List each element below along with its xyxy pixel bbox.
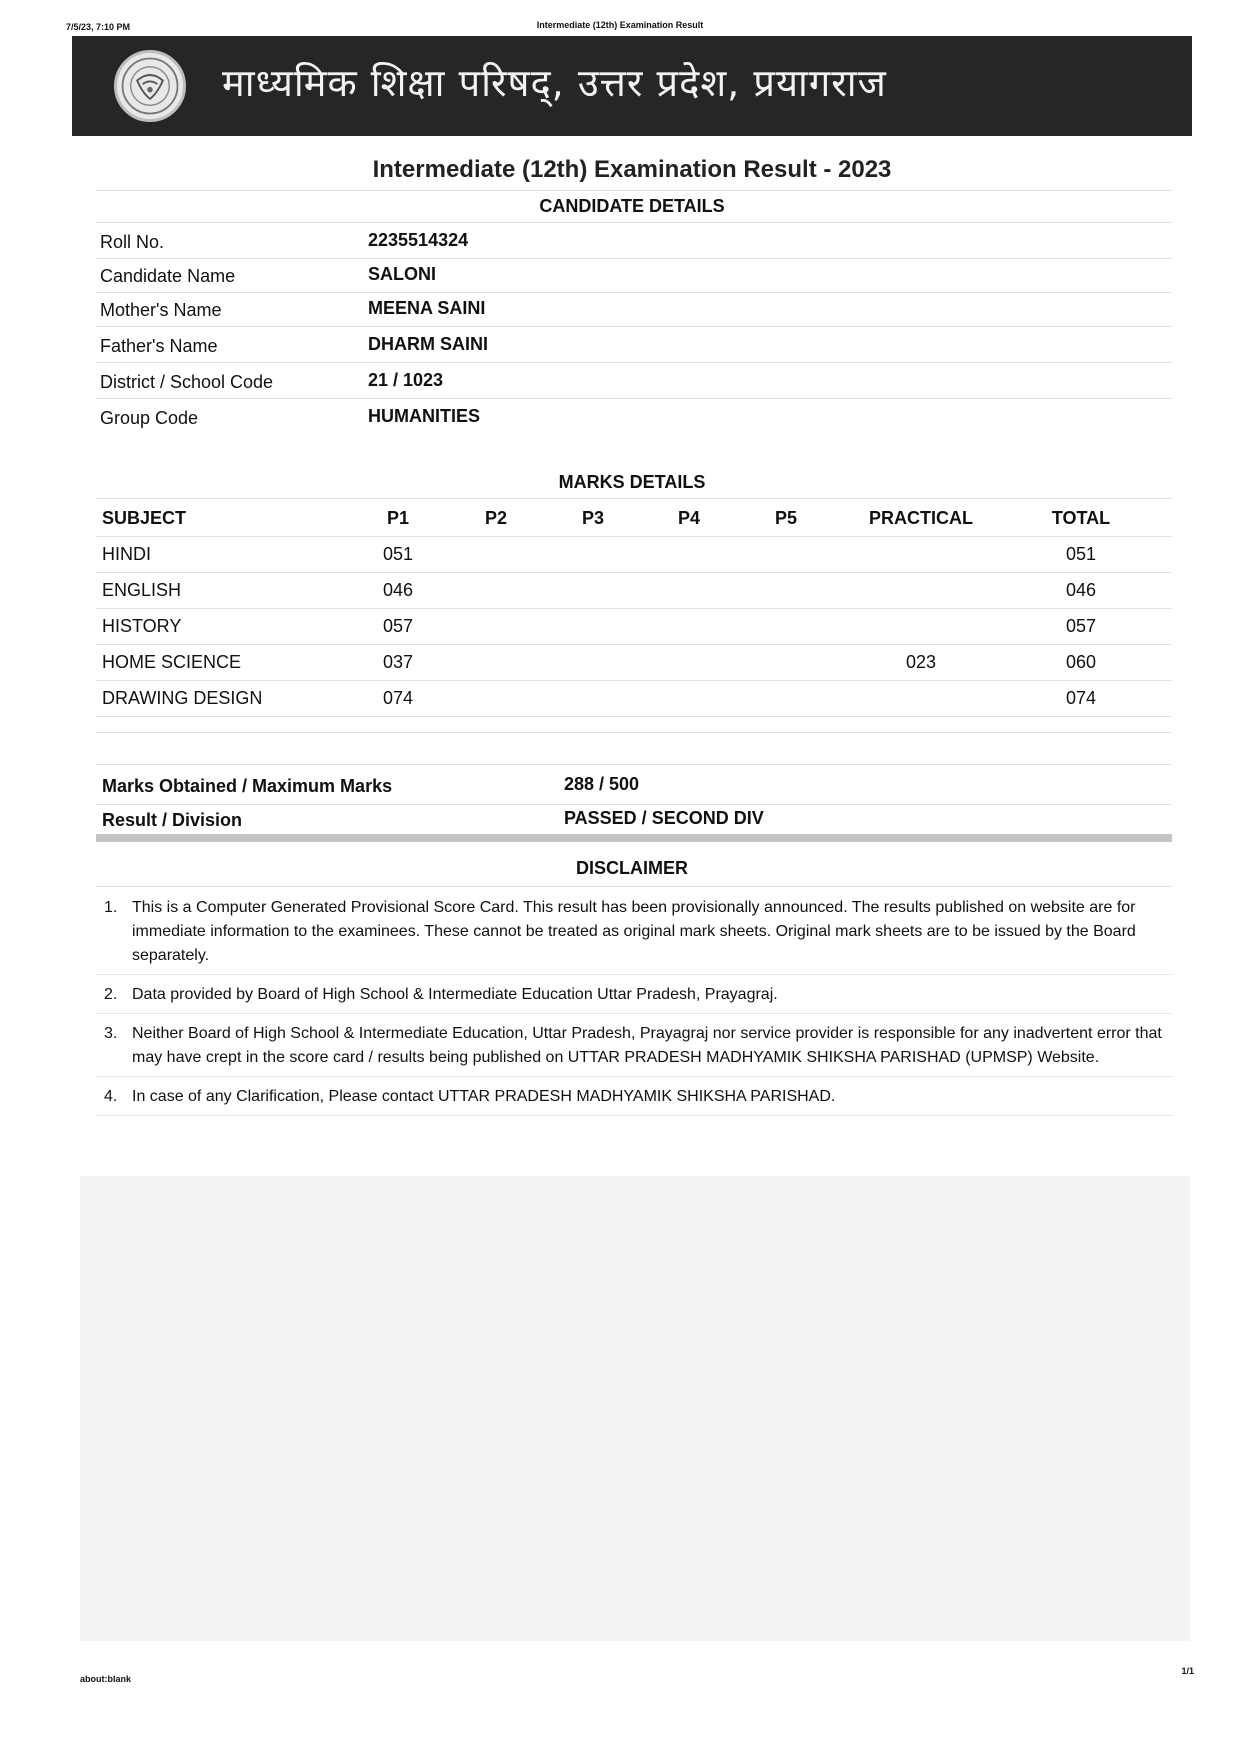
list-item [96, 1083, 1172, 1116]
total-cell: 046 [1065, 580, 1097, 600]
list-item [96, 981, 1172, 1014]
p1-cell: 046 [382, 580, 414, 600]
disclaimer-text: This is a Computer Generated Provisional Score Card. This result has been provisionally announced. The results published on website are for immediate information to the examinees. These cannot be treated as original mark sheets. Original mark sheets are to be issued by the Board separately. [132, 899, 1136, 964]
subject-cell: ENGLISH [102, 580, 182, 600]
column-header-subject: SUBJECT [102, 508, 187, 528]
divider [96, 886, 1172, 887]
total-cell: 057 [1065, 616, 1097, 636]
print-title: Intermediate (12th) Examination Result [536, 20, 704, 30]
detail-row-district-school-code [96, 366, 1172, 398]
disclaimer-number: 4. [104, 1088, 118, 1105]
list-item [96, 1020, 1172, 1077]
divider [96, 498, 1172, 499]
p1-cell: 074 [382, 688, 414, 708]
detail-label: Father's Name [100, 336, 218, 356]
subject-cell: HINDI [102, 544, 151, 564]
result-division-row [96, 804, 1172, 838]
blank-panel [80, 1176, 1190, 1641]
up-govt-emblem-icon [114, 50, 186, 122]
divider [96, 222, 1172, 223]
detail-label: Candidate Name [100, 266, 236, 286]
column-header-p4: P4 [677, 508, 701, 528]
practical-cell: 023 [905, 652, 937, 672]
divider [96, 608, 1172, 609]
detail-value: 21 / 1023 [368, 370, 444, 390]
detail-value: DHARM SAINI [368, 334, 488, 354]
result-sheet [72, 136, 1192, 1176]
detail-row-fathers-name [96, 330, 1172, 362]
exam-title: Intermediate (12th) Examination Result - 2023 [372, 156, 892, 183]
column-header-p3: P3 [581, 508, 605, 528]
divider [96, 680, 1172, 681]
detail-row-group-code [96, 402, 1172, 434]
table-row [96, 610, 1172, 644]
column-header-total: TOTAL [1051, 508, 1111, 528]
p1-cell: 051 [382, 544, 414, 564]
divider [96, 362, 1172, 363]
marks-obtained-row [96, 770, 1172, 804]
detail-label: District / School Code [100, 372, 274, 392]
subject-cell: HISTORY [102, 616, 182, 636]
candidate-details-heading: CANDIDATE DETAILS [539, 196, 725, 216]
divider [96, 398, 1172, 399]
divider [96, 326, 1172, 327]
detail-label: Roll No. [100, 232, 165, 252]
table-row [96, 538, 1172, 572]
p1-cell: 057 [382, 616, 414, 636]
divider [96, 716, 1172, 717]
detail-value: SALONI [368, 264, 437, 284]
detail-row-roll-no [96, 226, 1172, 258]
divider [96, 644, 1172, 645]
column-header-p2: P2 [484, 508, 508, 528]
marks-table-header [96, 502, 1172, 536]
detail-label: Group Code [100, 408, 199, 428]
print-header [66, 20, 1174, 36]
marks-details-heading: MARKS DETAILS [558, 472, 706, 492]
divider [96, 572, 1172, 573]
divider [96, 764, 1172, 765]
marks-obtained-label: Marks Obtained / Maximum Marks [102, 776, 393, 796]
board-title: माध्यमिक शिक्षा परिषद्, उत्तर प्रदेश, प्रयागराज [222, 61, 887, 105]
disclaimer-list [96, 894, 1172, 1122]
detail-value: HUMANITIES [368, 406, 480, 426]
divider [96, 190, 1172, 191]
print-footer-url: about:blank [80, 1674, 131, 1684]
print-footer-page: 1/1 [1181, 1666, 1194, 1676]
marks-obtained-value: 288 / 500 [564, 774, 640, 794]
detail-value: MEENA SAINI [368, 298, 486, 318]
table-row [96, 574, 1172, 608]
p1-cell: 037 [382, 652, 414, 672]
list-item [96, 894, 1172, 975]
print-datetime: 7/5/23, 7:10 PM [66, 22, 131, 32]
total-cell: 060 [1065, 652, 1097, 672]
detail-row-mothers-name [96, 294, 1172, 326]
result-division-value: PASSED / SECOND DIV [564, 808, 764, 828]
column-header-p1: P1 [386, 508, 410, 528]
subject-cell: HOME SCIENCE [102, 652, 242, 672]
disclaimer-text: In case of any Clarification, Please contact UTTAR PRADESH MADHYAMIK SHIKSHA PARISHAD. [132, 1088, 836, 1105]
detail-value: 2235514324 [368, 230, 469, 250]
divider [96, 292, 1172, 293]
section-separator [96, 834, 1172, 842]
detail-label: Mother's Name [100, 300, 222, 320]
column-header-practical: PRACTICAL [869, 508, 973, 528]
result-division-label: Result / Division [102, 810, 243, 830]
disclaimer-number: 2. [104, 986, 118, 1003]
table-row [96, 646, 1172, 680]
disclaimer-text: Data provided by Board of High School & Intermediate Education Uttar Pradesh, Prayagraj. [132, 986, 778, 1003]
divider [96, 258, 1172, 259]
disclaimer-text: Neither Board of High School & Intermediate Education, Uttar Pradesh, Prayagraj nor service provider is responsible for any inadvertent error that may have crept in the score card / results being published on UTTAR PRADESH MADHYAMIK SHIKSHA PARISHAD (UPMSP) Website. [132, 1025, 1162, 1066]
table-row [96, 682, 1172, 716]
divider [96, 732, 1172, 733]
total-cell: 074 [1065, 688, 1097, 708]
board-banner [72, 36, 1192, 136]
column-header-p5: P5 [774, 508, 798, 528]
detail-row-candidate-name [96, 260, 1172, 292]
total-cell: 051 [1065, 544, 1097, 564]
disclaimer-heading: DISCLAIMER [576, 858, 688, 878]
subject-cell: DRAWING DESIGN [102, 688, 263, 708]
disclaimer-number: 3. [104, 1025, 118, 1042]
divider [96, 536, 1172, 537]
disclaimer-number: 1. [104, 899, 118, 916]
